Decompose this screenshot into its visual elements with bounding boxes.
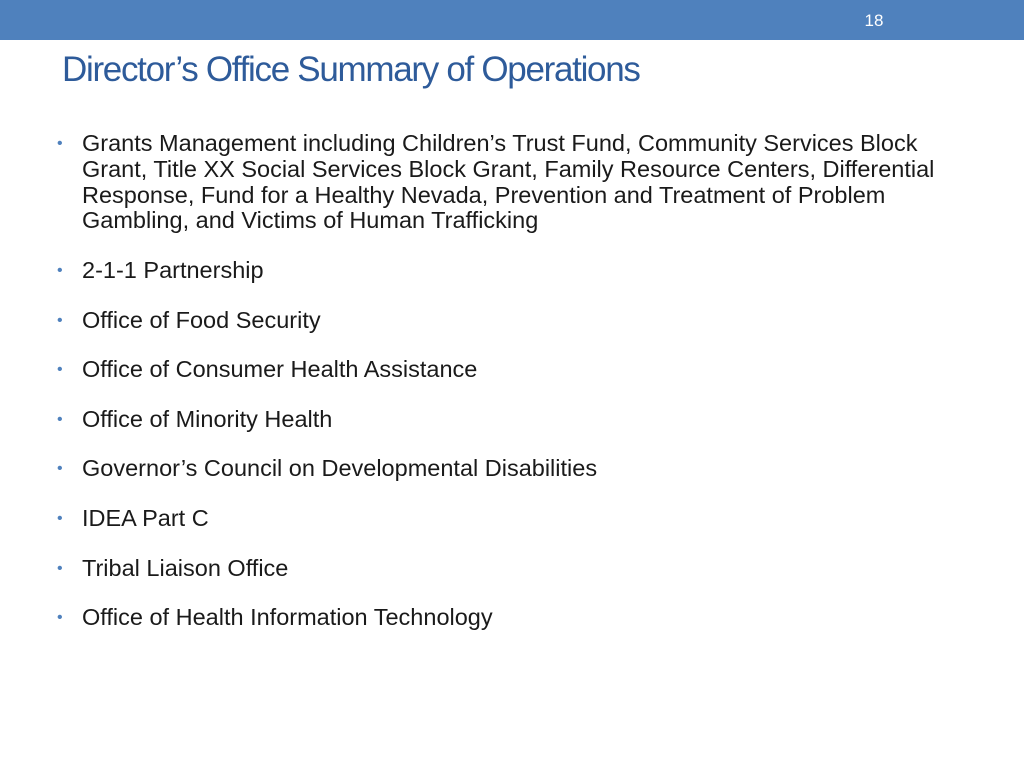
list-item-text: Grants Management including Children’s Trust Fund, Community Services Block Grant, Title XX Social Services Block Grant, Family Resource Centers, Differential Response, Fund for a Healthy Nevada, Prevention and Treatment of Problem Gambling, and Victims of Human Trafficking [82, 130, 935, 234]
header-bar [0, 0, 1024, 40]
list-item [57, 357, 957, 383]
list-item-text: Governor’s Council on Developmental Disabilities [82, 455, 598, 482]
bullet-icon: • [57, 460, 63, 478]
slide-number: 18 [864, 11, 884, 30]
list-item-text: IDEA Part C [82, 504, 209, 531]
bullet-icon: • [57, 410, 63, 428]
list-item [57, 258, 957, 284]
list-item [57, 605, 957, 631]
list-item-text: Office of Minority Health [82, 405, 333, 432]
list-item [57, 456, 957, 482]
bullet-icon: • [57, 135, 63, 152]
list-item [57, 407, 957, 433]
list-item-text: Office of Food Security [82, 306, 321, 333]
slide-title: Director’s Office Summary of Operations [62, 50, 640, 89]
bullet-icon: • [57, 311, 63, 329]
bullet-icon: • [57, 609, 63, 627]
list-item [57, 556, 957, 582]
list-item [57, 308, 957, 334]
bullet-icon: • [57, 261, 63, 279]
list-item-text: Office of Consumer Health Assistance [82, 356, 478, 383]
list-item [57, 131, 957, 234]
list-item [57, 506, 957, 532]
list-item-text: Tribal Liaison Office [82, 554, 289, 581]
bullet-icon: • [57, 361, 63, 379]
list-item-text: Office of Health Information Technology [82, 604, 493, 631]
operations-list [57, 131, 957, 631]
list-item-text: 2-1-1 Partnership [82, 256, 264, 283]
bullet-icon: • [57, 559, 63, 577]
bullet-icon: • [57, 509, 63, 527]
